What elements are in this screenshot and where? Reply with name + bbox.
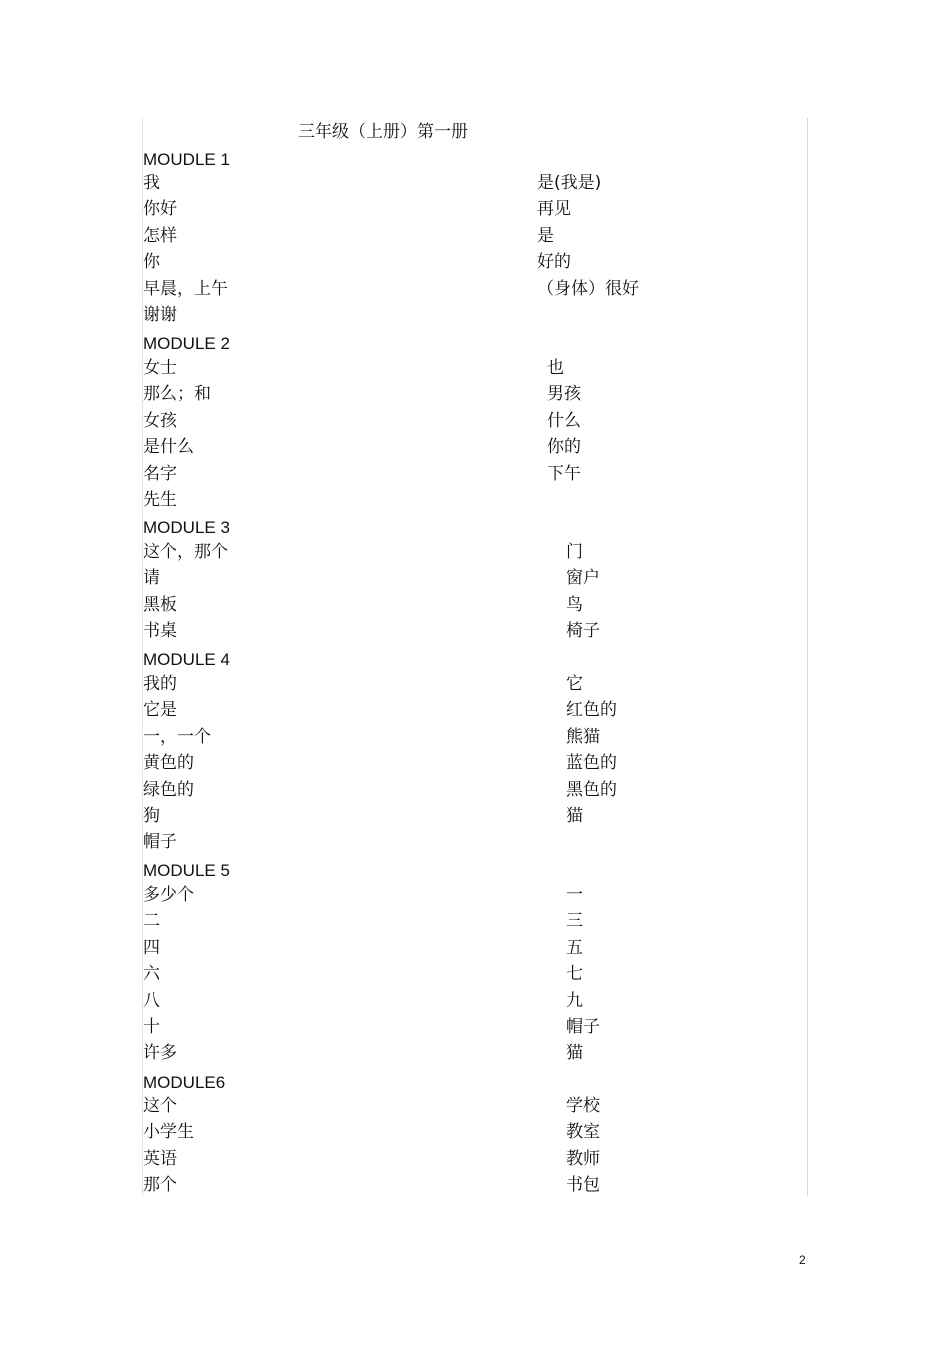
vocab-left-item: 这个 <box>143 1096 177 1116</box>
vocab-right-item: 学校 <box>566 1096 600 1116</box>
vocab-right-item: 教室 <box>566 1122 600 1142</box>
vocab-right-item: 三 <box>566 911 583 931</box>
vocab-left-item: 早晨，上午 <box>143 279 228 299</box>
vocab-right-item: 红色的 <box>566 700 617 720</box>
vocab-right-item: 熊猫 <box>566 727 600 747</box>
vocab-right-item: 窗户 <box>566 568 600 588</box>
vocab-right-item: 鸟 <box>566 595 583 615</box>
page-number: 2 <box>799 1253 806 1267</box>
vocab-left-item: 你 <box>143 252 160 272</box>
vocab-left-item: 十 <box>143 1017 160 1037</box>
vocab-left-item: 英语 <box>143 1149 177 1169</box>
module-heading: MODULE 4 <box>143 650 230 669</box>
vocab-left-item: 名字 <box>143 464 177 484</box>
vocab-left-item: 我的 <box>143 674 177 694</box>
vocab-left-item: 许多 <box>143 1043 177 1063</box>
vocab-left-item: 八 <box>143 991 160 1011</box>
page-title: 三年级（上册）第一册 <box>298 122 468 142</box>
vocab-left-item: 多少个 <box>143 885 194 905</box>
vocab-right-item: 教师 <box>566 1149 600 1169</box>
vocab-right-item: 下午 <box>547 464 581 484</box>
vocab-left-item: 它是 <box>143 700 177 720</box>
vocab-left-item: 狗 <box>143 806 160 826</box>
vocab-left-item: 四 <box>143 938 160 958</box>
vocab-left-item: 黑板 <box>143 595 177 615</box>
page-frame <box>142 118 808 1196</box>
vocab-right-item: 好的 <box>537 252 571 272</box>
vocab-right-item: 帽子 <box>566 1017 600 1037</box>
vocab-right-item: 黑色的 <box>566 780 617 800</box>
vocab-right-item: 再见 <box>537 199 571 219</box>
vocab-right-item: 它 <box>566 674 583 694</box>
vocab-right-item: 椅子 <box>566 621 600 641</box>
vocab-right-item: （身体）很好 <box>537 279 639 299</box>
vocab-left-item: 绿色的 <box>143 780 194 800</box>
vocab-left-item: 女士 <box>143 358 177 378</box>
vocab-left-item: 先生 <box>143 490 177 510</box>
vocab-left-item: 你好 <box>143 199 177 219</box>
vocab-left-item: 书桌 <box>143 621 177 641</box>
vocab-left-item: 黄色的 <box>143 753 194 773</box>
vocab-right-item: 一 <box>566 885 583 905</box>
module-heading: MODULE 3 <box>143 518 230 537</box>
module-heading: MODULE 5 <box>143 861 230 880</box>
vocab-right-item: 蓝色的 <box>566 753 617 773</box>
vocab-left-item: 六 <box>143 964 160 984</box>
vocab-right-item: 是 <box>537 226 554 246</box>
vocab-right-item: 猫 <box>566 1043 583 1063</box>
vocab-left-item: 那个 <box>143 1175 177 1195</box>
vocab-right-item: 五 <box>566 938 583 958</box>
vocab-left-item: 怎样 <box>143 226 177 246</box>
vocab-left-item: 二 <box>143 911 160 931</box>
vocab-right-item: 书包 <box>566 1175 600 1195</box>
vocab-right-item: 你的 <box>547 437 581 457</box>
vocab-right-item: 九 <box>566 991 583 1011</box>
module-heading: MOUDLE 1 <box>143 150 230 169</box>
vocab-right-item: 什么 <box>547 411 581 431</box>
vocab-right-item: 七 <box>566 964 583 984</box>
vocab-left-item: 请 <box>143 568 160 588</box>
vocab-right-item: 猫 <box>566 806 583 826</box>
module-heading: MODULE6 <box>143 1073 226 1092</box>
vocab-right-item: 门 <box>566 542 583 562</box>
vocab-left-item: 那么；和 <box>143 384 211 404</box>
vocab-left-item: 一，一个 <box>143 727 211 747</box>
module-heading: MODULE 2 <box>143 334 230 353</box>
vocab-left-item: 小学生 <box>143 1122 194 1142</box>
vocab-left-item: 帽子 <box>143 832 177 852</box>
vocab-left-item: 我 <box>143 173 160 193</box>
vocab-left-item: 女孩 <box>143 411 177 431</box>
vocab-right-item: 男孩 <box>547 384 581 404</box>
vocab-left-item: 谢谢 <box>143 305 177 325</box>
vocab-right-item: 是(我是) <box>537 173 602 193</box>
vocab-left-item: 这个，那个 <box>143 542 228 562</box>
vocab-left-item: 是什么 <box>143 437 194 457</box>
vocab-right-item: 也 <box>547 358 564 378</box>
